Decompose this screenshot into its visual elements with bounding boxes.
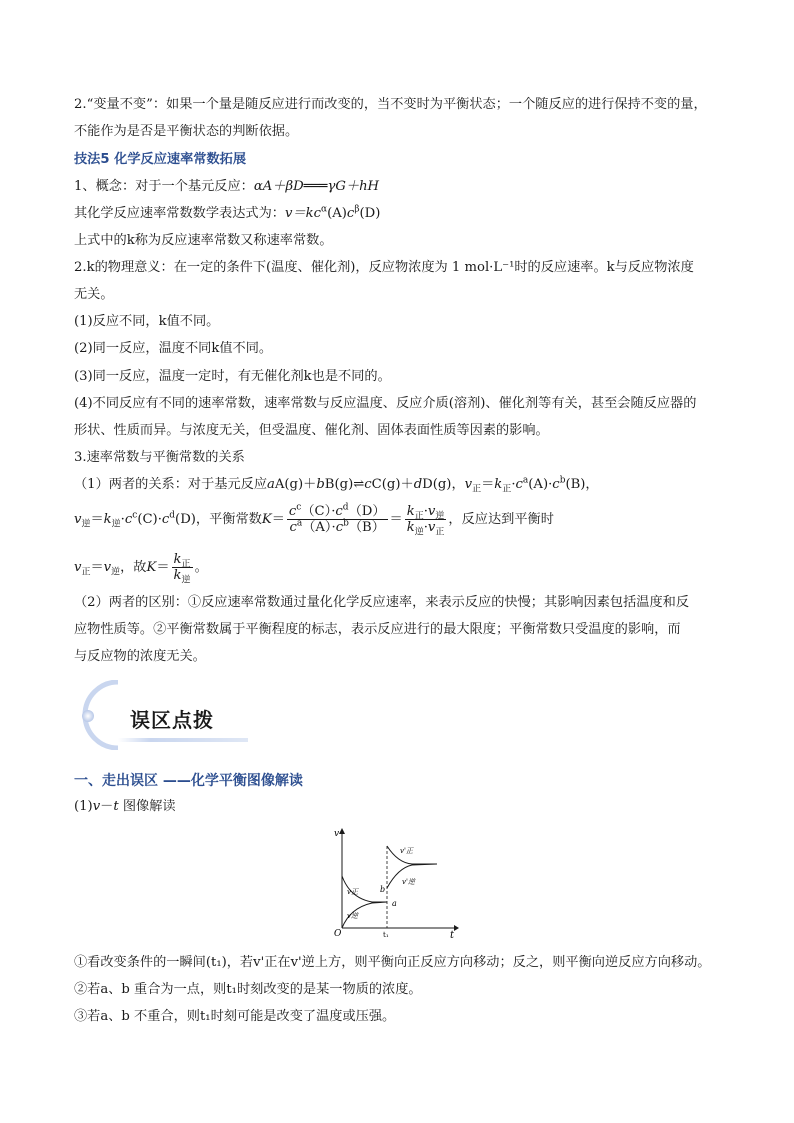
v-forward-prime-label: v'正	[400, 847, 413, 855]
text-line: 无关。	[74, 287, 114, 302]
relation-line-3: $v_正=v_逆$，故K＝ $\frac{k_正}{k_逆}$ 。	[74, 552, 208, 586]
point-a-label: a	[392, 899, 397, 908]
text-line: 与反应物的浓度无关。	[74, 649, 206, 664]
text-line: 3.速率常数与平衡常数的关系	[74, 450, 245, 465]
text-line: (2)同一反应，温度不同k值不同。	[74, 341, 273, 356]
text-line: 2.k的物理意义：在一定的条件下(温度、催化剂)，反应物浓度为 1 mol·L⁻¹时的反应速率。k与反应物浓度	[74, 260, 694, 275]
x-axis-label: t	[450, 930, 455, 938]
expression-line: 其化学反应速率常数数学表达式为：$v=kc^\alpha(A)c^\beta(D)$	[74, 204, 381, 221]
point-b-label: b	[380, 885, 386, 894]
note-1: ①看改变条件的一瞬间(t₁)，若v'正在v'逆上方，则平衡向正反应方向移动；反之，则平衡向逆反应方向移动。	[74, 955, 711, 970]
text-line: 2.“变量不变”：如果一个量是随反应进行而改变的，当不变时为平衡状态；一个随反应的进行保持不变的量，	[74, 97, 707, 112]
v-reverse-label: v逆	[347, 912, 358, 920]
v-t-graph	[332, 828, 462, 938]
relation-line-2: $v_逆=k_逆\cdot c^c(C)\cdot c^d(D)$，平衡常数K＝ $\frac{c^c(C)\cdot c^d(D)}{c^a(A)\cdot c^b(B)}$ ＝ $\frac{k_正\cdot v_逆}{k_逆\cdot v_正}$ ，反应达到平衡时	[74, 502, 554, 538]
text-line: (3)同一反应，温度一定时，有无催化剂k也是不同的。	[74, 369, 391, 384]
text-line: 不能作为是否是平衡状态的判断依据。	[74, 124, 299, 139]
text-line: 形状、性质而异。与浓度无关，但受温度、催化剂、固体表面性质等因素的影响。	[74, 423, 549, 438]
text-line: （2）两者的区别：①反应速率常数通过量化化学反应速率，来表示反应的快慢；其影响因素包括温度和反	[74, 595, 690, 610]
relation-line-1: （1）两者的关系：对于基元反应aA(g)＋bB(g)⇌cC(g)＋dD(g)，$v_正=k_正\cdot c^a(A)\cdot c^b(B)$，	[74, 475, 599, 495]
note-2: ②若a、b 重合为一点，则t₁时刻改变的是某一物质的浓度。	[74, 982, 422, 997]
text-line: 应物性质等。②平衡常数属于平衡程度的标志，表示反应进行的最大限度；平衡常数只受温度的影响，而	[74, 622, 681, 637]
technique-heading: 技法5 化学反应速率常数拓展	[74, 152, 247, 167]
y-axis-label: v	[334, 829, 340, 839]
section-banner-title: 误区点拨	[130, 708, 214, 732]
misconception-heading: 一、走出误区 ——化学平衡图像解读	[74, 773, 303, 789]
text-line: (1)反应不同，k值不同。	[74, 314, 220, 329]
v-forward-label: v正	[347, 888, 358, 896]
note-3: ③若a、b 不重合，则t₁时刻可能是改变了温度或压强。	[74, 1009, 396, 1024]
text-line: (4)不同反应有不同的速率常数，速率常数与反应温度、反应介质(溶剂)、催化剂等有关，甚至会随反应器的	[74, 396, 697, 411]
v-reverse-prime-label: v'逆	[402, 878, 415, 886]
origin-label: O	[334, 929, 342, 938]
concept-line: 1、概念：对于一个基元反应：αA＋βD═══γG＋hH	[74, 179, 380, 194]
text-line: 上式中的k称为反应速率常数又称速率常数。	[74, 233, 333, 248]
t1-label: t₁	[383, 931, 389, 938]
subheading: (1)v－t 图像解读	[74, 799, 176, 814]
